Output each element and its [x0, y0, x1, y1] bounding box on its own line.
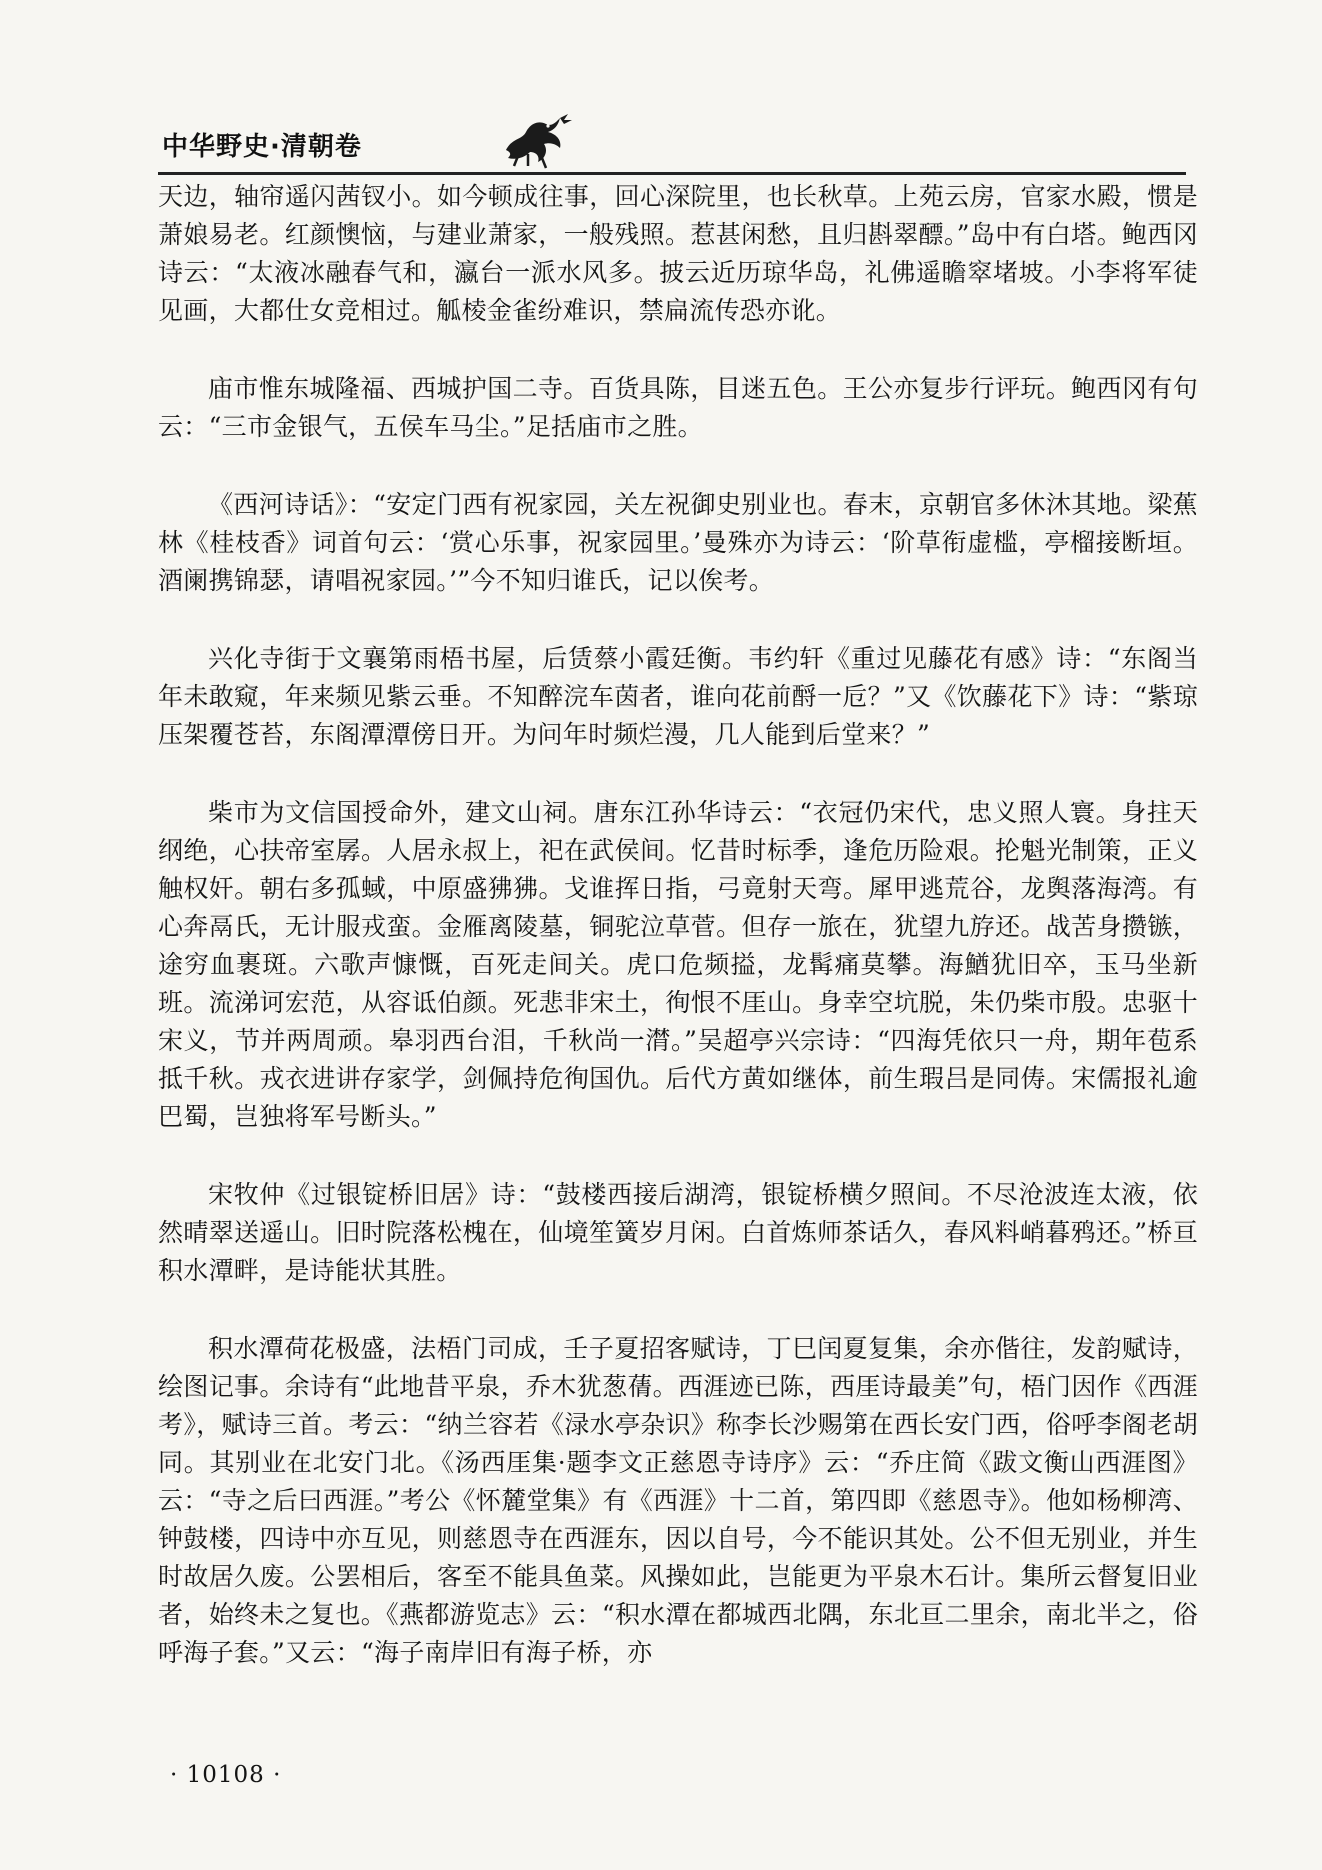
- dragon-emblem-icon: [498, 110, 578, 170]
- paragraph: 宋牧仲《过银锭桥旧居》诗：“鼓楼西接后湖湾，银锭桥横夕照间。不尽沧波连太液，依然晴翠送遥山。旧时院落松槐在，仙境笙簧岁月闲。白首炼师茶话久，春风料峭暮鸦还。”桥亘积水潭畔，是诗能状其胜。: [158, 1180, 1198, 1285]
- paragraph: 积水潭荷花极盛，法梧门司成，壬子夏招客赋诗，丁巳闰夏复集，余亦偕往，发韵赋诗，绘图记事。余诗有“此地昔平泉，乔木犹葱蒨。西涯迹已陈，西厓诗最美”句，梧门因作《西涯考》，赋诗三首。考云：“纳兰容若《渌水亭杂识》称李长沙赐第在西长安门西，俗呼李阁老胡同。其别业在北安门北。《汤西厓集·题李文正慈恩寺诗序》云：“乔庄简《跋文衡山西涯图》云：“寺之后曰西涯。”考公《怀麓堂集》有《西涯》十二首，第四即《慈恩寺》。他如杨柳湾、钟鼓楼，四诗中亦互见，则慈恩寺在西涯东，因以自号，今不能识其处。公不但无别业，并生时故居久废。公罢相后，客至不能具鱼菜。风操如此，岂能更为平泉木石计。集所云督复旧业者，始终未之复也。《燕都游览志》云：“积水潭在都城西北隅，东北亘二里余，南北半之，俗呼海子套。”又云：“海子南岸旧有海子桥，亦: [158, 1334, 1198, 1667]
- header-rule: [158, 172, 1186, 175]
- paragraph: 庙市惟东城隆福、西城护国二寺。百货具陈，目迷五色。王公亦复步行评玩。鲍西冈有句云：“三市金银气，五侯车马尘。”足括庙市之胜。: [158, 374, 1198, 441]
- page-number: · 10108 ·: [170, 1762, 282, 1788]
- book-title: 中华野史·清朝卷: [162, 132, 362, 162]
- paragraph: 《西河诗话》：“安定门西有祝家园，关左祝御史别业也。春末，京朝官多休沐其地。梁蕉林《桂枝香》词首句云：‘赏心乐事，祝家园里。’曼殊亦为诗云：‘阶草衔虚槛，亭榴接断垣。酒阑携锦瑟，请唱祝家园。’”今不知归谁氏，记以俟考。: [158, 490, 1198, 595]
- paragraph: 柴市为文信国授命外，建文山祠。唐东江孙华诗云：“衣冠仍宋代，忠义照人寰。身拄天纲绝，心扶帝室孱。人居永叔上，祀在武侯间。忆昔时标季，逢危历险艰。抡魁光制策，正义触权奸。朝右多孤蜮，中原盛狒狒。戈谁挥日指，弓竟射天弯。犀甲逃荒谷，龙舆落海湾。有心奔鬲氏，无计服戎蛮。金雁离陵墓，铜驼泣草菅。但存一旅在，犹望九斿还。战苦身攒镞，途穷血裹斑。六歌声慷慨，百死走间关。虎口危频搤，龙髯痛莫攀。海鰌犹旧卒，玉马坐新班。流涕诃宏范，从容诋伯颜。死悲非宋土，徇恨不厓山。身幸空坑脱，朱仍柴市殷。忠驱十宋义，节并两周顽。皋羽西台泪，千秋尚一潸。”吴超亭兴宗诗：“四海凭依只一舟，期年苞系抵千秋。戎衣进讲存家学，剑佩持危徇国仇。后代方黄如继体，前生瑕吕是同俦。宋儒报礼逾巴蜀，岂独将军号断头。”: [158, 798, 1198, 1131]
- page-body: [158, 178, 1198, 1712]
- paragraph: 兴化寺街于文襄第雨梧书屋，后赁蔡小霞廷衡。韦约轩《重过见藤花有感》诗：“东阁当年未敢窥，年来频见紫云垂。不知醉浣车茵者，谁向花前酹一卮？”又《饮藤花下》诗：“紫琼压架覆苍苔，东阁潭潭傍日开。为问年时频烂漫，几人能到后堂来？”: [158, 644, 1198, 749]
- paragraph: 天边，轴帘遥闪茜钗小。如今顿成往事，回心深院里，也长秋草。上苑云房，官家水殿，惯是萧娘易老。红颜懊恼，与建业萧家，一般残照。惹甚闲愁，且归斟翠醥。”岛中有白塔。鲍西冈诗云：“太液冰融春气和，瀛台一派水风多。披云近历琼华岛，礼佛遥瞻窣堵坡。小李将军徒见画，大都仕女竞相过。觚棱金雀纷难识，禁扁流传恐亦讹。: [158, 182, 1198, 325]
- running-header: [158, 118, 1178, 164]
